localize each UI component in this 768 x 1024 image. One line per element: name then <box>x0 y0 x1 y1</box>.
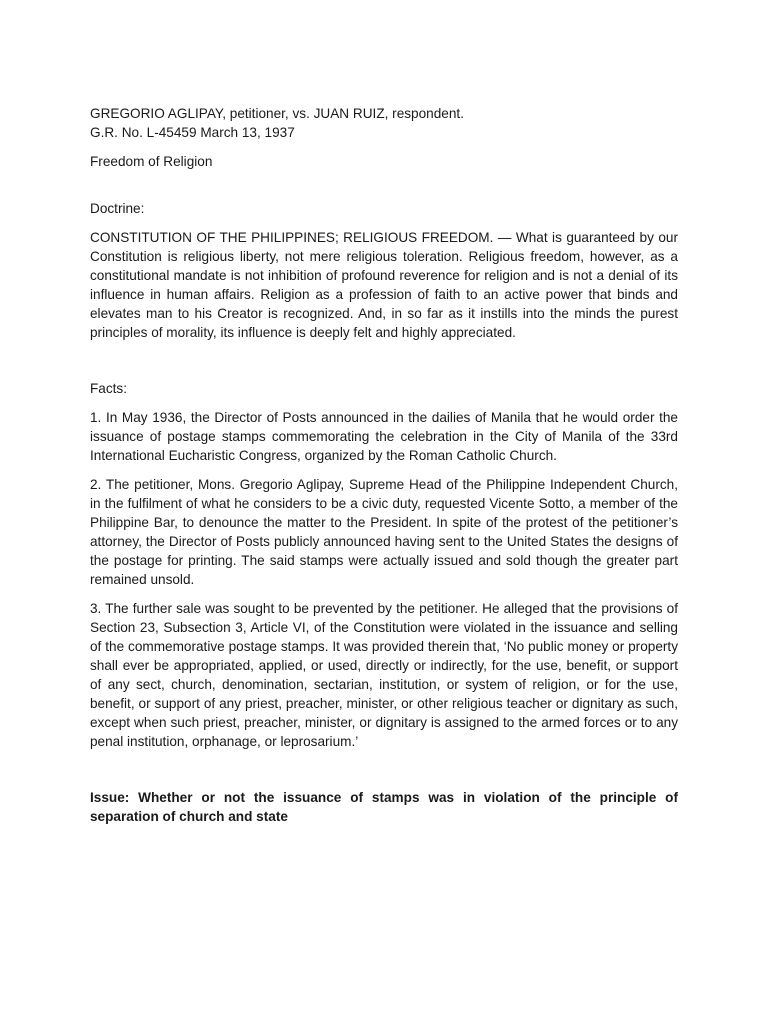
fact-item-3: 3. The further sale was sought to be prevented by the petitioner. He alleged that the provisions of Section 23, Subsection 3, Article VI, of the Constitution were violated in the issuance and selling of the commemorative postage stamps. It was provided therein that, ‘No public money or property shall ever be appropriated, applied, or used, directly or indirectly, for the use, benefit, or support of any sect, church, denomination, sectarian, institution, or system of religion, or for the use, benefit, or support of any priest, preacher, minister, or other religious teacher or dignitary as such, except when such priest, preacher, minister, or dignitary is assigned to the armed forces or to any penal institution, orphanage, or leprosarium.’ <box>90 601 678 749</box>
document-body <box>90 104 678 826</box>
issue-statement: Issue: Whether or not the issuance of stamps was in violation of the principle of separation of church and state <box>90 790 678 824</box>
case-number: G.R. No. L-45459 March 13, 1937 <box>90 125 295 140</box>
doctrine-heading: Doctrine: <box>90 201 145 216</box>
facts-heading: Facts: <box>90 381 128 396</box>
fact-item-1: 1. In May 1936, the Director of Posts announced in the dailies of Manila that he would order the issuance of postage stamps commemorating the celebration in the City of Manila of the 33rd International Eucharistic Congress, organized by the Roman Catholic Church. <box>90 410 678 463</box>
doctrine-paragraph: CONSTITUTION OF THE PHILIPPINES; RELIGIOUS FREEDOM. — What is guaranteed by our Constitution is religious liberty, not mere religious toleration. Religious freedom, however, as a constitutional mandate is not inhibition of profound reverence for religion and is not a denial of its influence in human affairs. Religion as a profession of faith to an active power that binds and elevates man to his Creator is recognized. And, in so far as it instills into the minds the purest principles of morality, its influence is deeply felt and highly appreciated. <box>90 230 678 340</box>
case-title: GREGORIO AGLIPAY, petitioner, vs. JUAN RUIZ, respondent. <box>90 106 464 121</box>
fact-item-2: 2. The petitioner, Mons. Gregorio Aglipay, Supreme Head of the Philippine Independent Church, in the fulfilment of what he considers to be a civic duty, requested Vicente Sotto, a member of the Philippine Bar, to denounce the matter to the President. In spite of the protest of the petitioner’s attorney, the Director of Posts publicly announced having sent to the United States the designs of the postage for printing. The said stamps were actually issued and sold though the greater part remained unsold. <box>90 477 678 587</box>
topic-title: Freedom of Religion <box>90 154 213 169</box>
